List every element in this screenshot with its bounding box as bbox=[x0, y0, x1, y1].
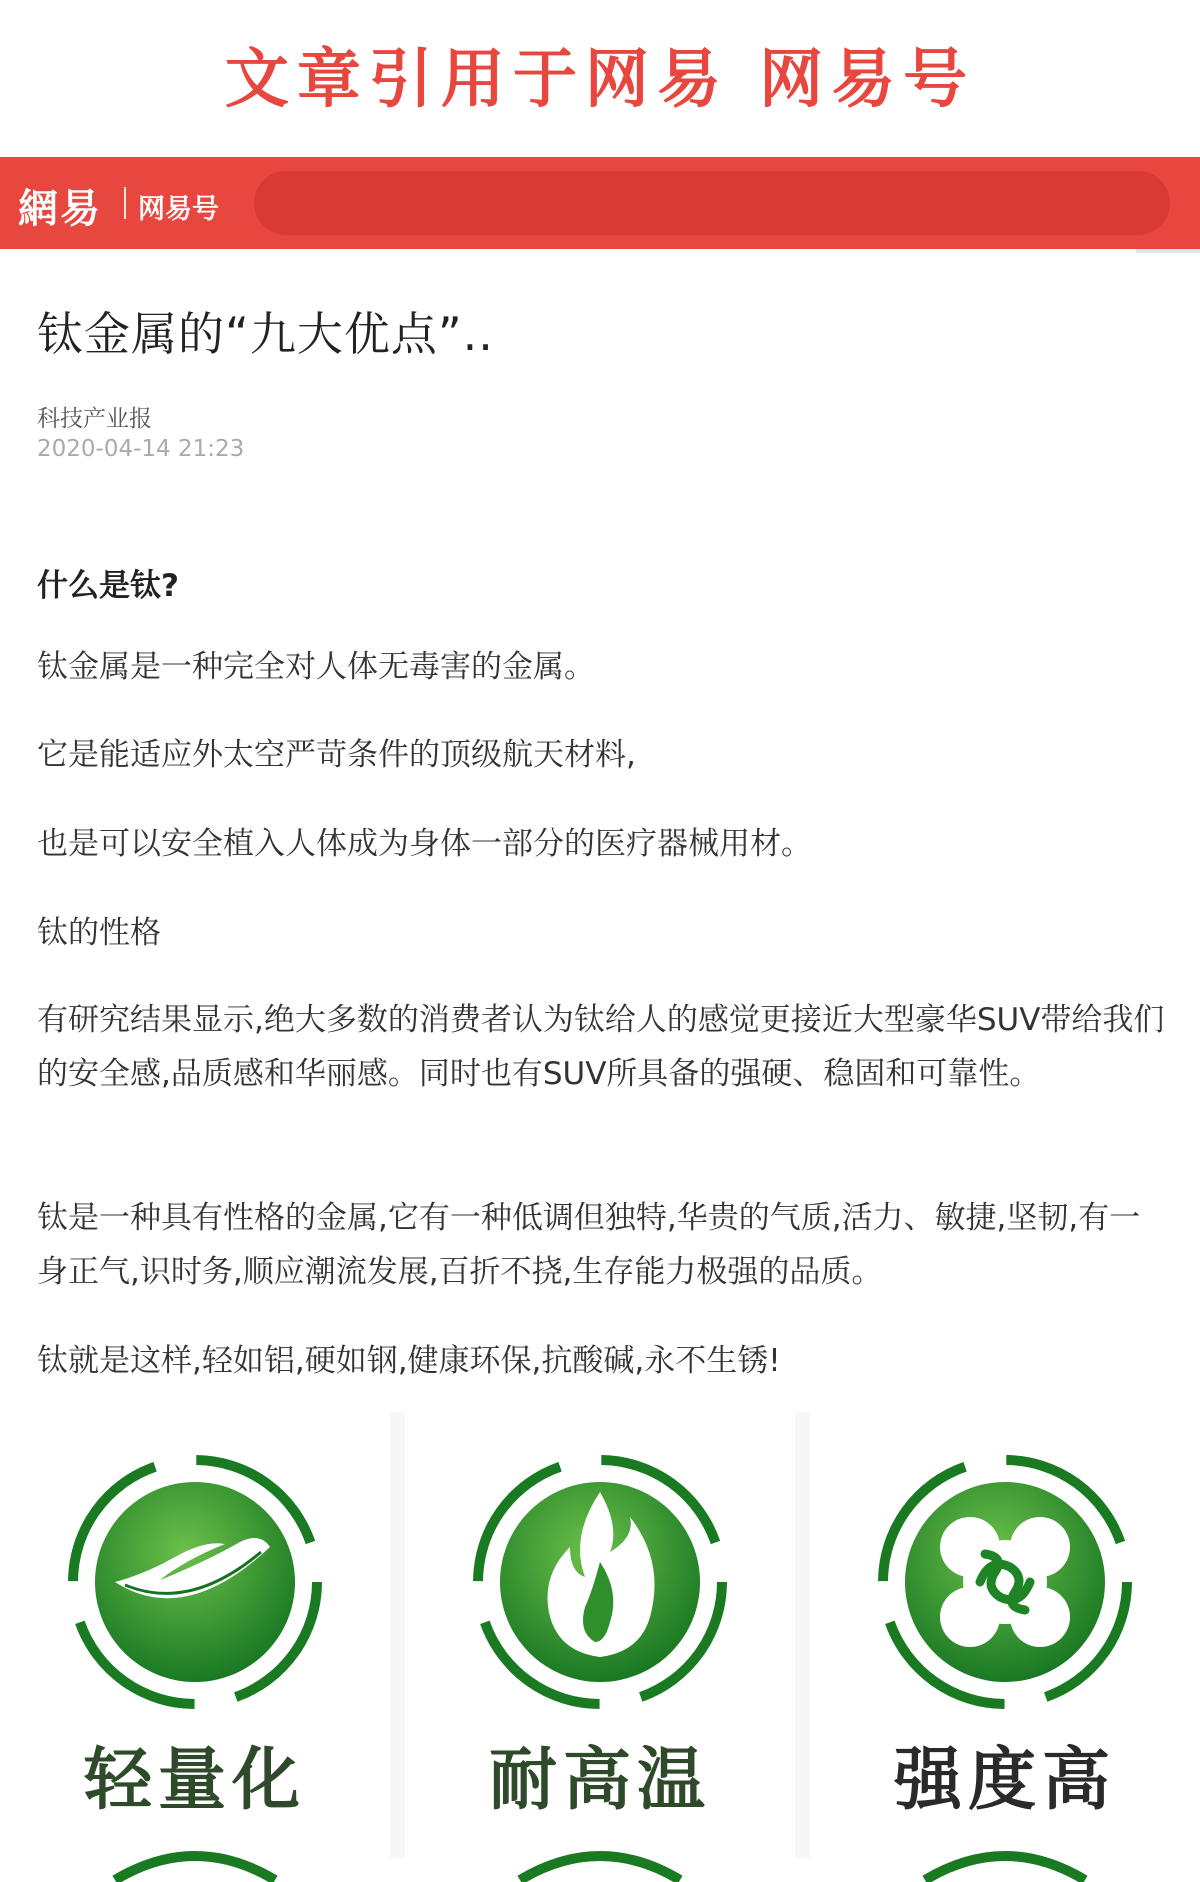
next-badge-arc bbox=[110, 1842, 280, 1882]
flame-icon bbox=[470, 1452, 730, 1712]
netease-logo[interactable]: 網易 bbox=[18, 185, 102, 232]
banner-text: 文章引用于网易 网易号 bbox=[224, 42, 976, 117]
paragraph: 有研究结果显示,绝大多数的消费者认为钛给人的感觉更接近大型豪华SUV带给我们的安全感,品质感和华丽感。同时也有SUV所具备的强硬、稳固和可靠性。 bbox=[37, 1002, 1165, 1092]
article-title: 钛金属的“九大优点”.. bbox=[37, 307, 494, 361]
paragraph: 钛的性格 bbox=[37, 915, 161, 951]
feature-high-strength bbox=[810, 1412, 1200, 1858]
feather-icon bbox=[65, 1452, 325, 1712]
features-image bbox=[0, 1412, 1200, 1858]
article-source[interactable]: 科技产业报 bbox=[37, 406, 152, 432]
feature-label: 强度高 bbox=[893, 1741, 1116, 1820]
feature-label: 耐高温 bbox=[488, 1741, 711, 1820]
feature-label: 轻量化 bbox=[83, 1741, 306, 1820]
nav-divider bbox=[124, 187, 126, 219]
nav-shadow bbox=[1136, 249, 1200, 253]
paragraph: 它是能适应外太空严苛条件的顶级航天材料, bbox=[37, 737, 636, 773]
paragraph: 钛就是这样,轻如铝,硬如钢,健康环保,抗酸碱,永不生锈! bbox=[37, 1343, 781, 1379]
next-badge-arc bbox=[515, 1842, 685, 1882]
molecule-icon bbox=[875, 1452, 1135, 1712]
feature-lightweight bbox=[0, 1412, 390, 1858]
search-bar[interactable] bbox=[254, 171, 1170, 235]
site-navbar bbox=[0, 157, 1200, 249]
article-time: 2020-04-14 21:23 bbox=[37, 436, 245, 462]
netease-hao-link[interactable]: 网易号 bbox=[138, 194, 219, 225]
paragraph: 钛是一种具有性格的金属,它有一种低调但独特,华贵的气质,活力、敏捷,坚韧,有一身正气,识时务,顺应潮流发展,百折不挠,生存能力极强的品质。 bbox=[37, 1200, 1141, 1290]
paragraph: 钛金属是一种完全对人体无毒害的金属。 bbox=[37, 649, 595, 685]
section-heading: 什么是钛? bbox=[37, 568, 179, 604]
feature-heat-resistant bbox=[405, 1412, 795, 1858]
next-badge-arc bbox=[920, 1842, 1090, 1882]
paragraph: 也是可以安全植入人体成为身体一部分的医疗器械用材。 bbox=[37, 826, 812, 862]
top-banner bbox=[0, 0, 1200, 157]
